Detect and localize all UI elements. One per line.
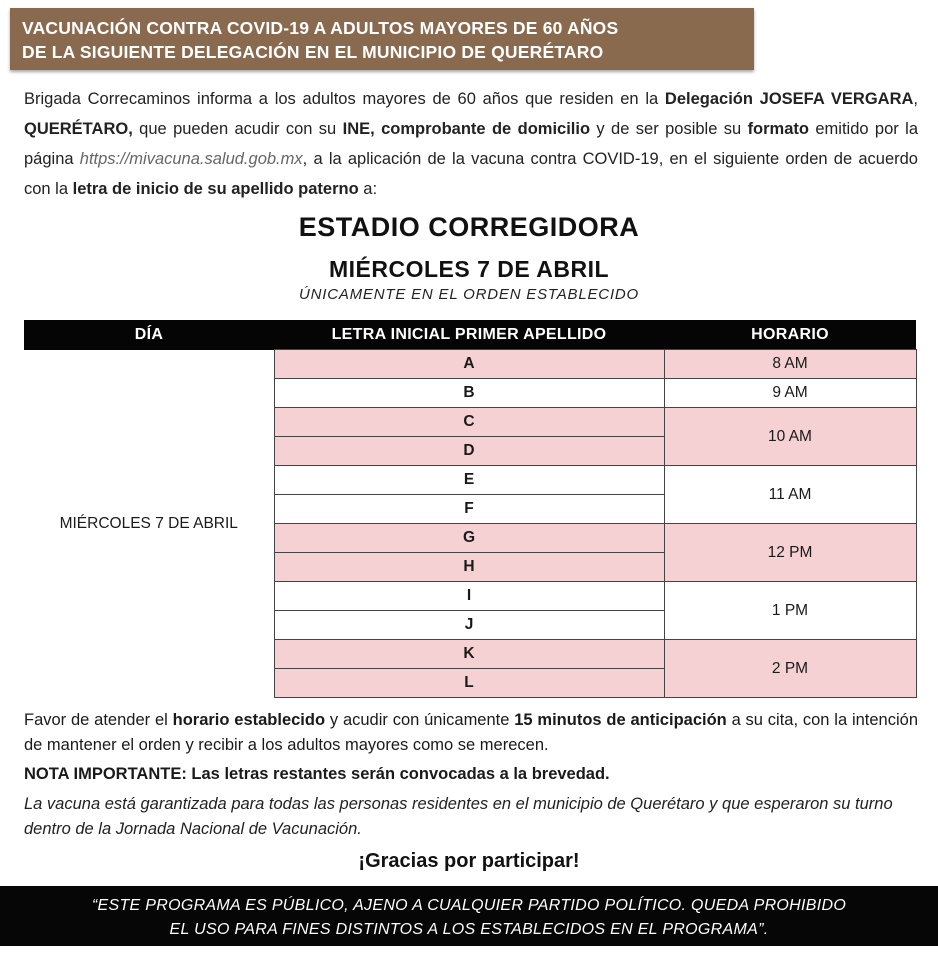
header-line-1: VACUNACIÓN CONTRA COVID-19 A ADULTOS MAYORES DE 60 AÑOS xyxy=(22,18,619,38)
intro-city: QUERÉTARO, xyxy=(24,120,133,138)
header-day: DÍA xyxy=(24,320,274,350)
instr-bold: 15 minutos de anticipación xyxy=(514,711,727,729)
letter-cell: I xyxy=(274,582,664,611)
letter-cell: C xyxy=(274,408,664,437)
date-title: MIÉRCOLES 7 DE ABRIL xyxy=(328,256,610,282)
letter-cell: A xyxy=(274,350,664,379)
footer-line-1: “ESTE PROGRAMA ES PÚBLICO, AJENO A CUALQUIER PARTIDO POLÍTICO. QUEDA PROHIBIDO xyxy=(91,897,847,914)
intro-text: y de ser posible su xyxy=(590,120,748,138)
letter-cell: L xyxy=(274,669,664,698)
letter-cell: H xyxy=(274,553,664,582)
intro-format: formato xyxy=(747,120,809,138)
intro-text: a: xyxy=(358,180,378,198)
intro-documents: INE, comprobante de domicilio xyxy=(342,120,591,138)
letter-cell: J xyxy=(274,611,664,640)
schedule-table xyxy=(24,320,917,698)
header-letter: LETRA INICIAL PRIMER APELLIDO xyxy=(274,320,664,350)
time-cell: 1 PM xyxy=(664,582,916,640)
intro-text: , a la aplicación de la vacuna contra COVID-19, en el siguiente orden de acuerdo con la xyxy=(24,150,918,198)
time-cell: 12 PM xyxy=(664,524,916,582)
intro-paragraph xyxy=(24,84,918,204)
letter-cell: F xyxy=(274,495,664,524)
instr-text: a su cita, con la intención de mantener el orden y recibir a los adultos mayores como se merecen. xyxy=(24,711,919,754)
intro-text: Brigada Correcaminos informa a los adultos mayores de 60 años que residen en la xyxy=(24,90,665,108)
letter-cell: B xyxy=(274,379,664,408)
schedule-instructions xyxy=(24,708,918,758)
time-cell: 10 AM xyxy=(664,408,916,466)
time-cell: 8 AM xyxy=(664,350,916,379)
time-cell: 9 AM xyxy=(664,379,916,408)
intro-text: que pueden acudir con su xyxy=(132,120,343,138)
instr-text: Favor de atender el xyxy=(24,711,173,729)
instr-text: y acudir con únicamente xyxy=(325,711,515,729)
guarantee-note: La vacuna está garantizada para todas las personas residentes en el municipio de Querétaro y que esperaron su turno dentro de la Jornada Nacional de Vacunación. xyxy=(24,795,893,838)
header-banner xyxy=(10,8,754,70)
header-line-2: DE LA SIGUIENTE DELEGACIÓN EN EL MUNICIPIO DE QUERÉTARO xyxy=(22,42,604,62)
letter-cell: G xyxy=(274,524,664,553)
time-cell: 2 PM xyxy=(664,640,916,698)
thanks-message: ¡Gracias por participar! xyxy=(358,850,580,872)
mivacuna-link[interactable]: https://mivacuna.salud.gob.mx xyxy=(79,150,303,168)
intro-text: , xyxy=(913,90,918,108)
order-note: ÚNICAMENTE EN EL ORDEN ESTABLECIDO xyxy=(298,286,640,303)
letter-cell: E xyxy=(274,466,664,495)
footer-line-2: EL USO PARA FINES DISTINTOS A LOS ESTABLECIDOS EN EL PROGRAMA”. xyxy=(169,921,769,938)
intro-delegation: Delegación JOSEFA VERGARA xyxy=(664,90,914,108)
letter-cell: D xyxy=(274,437,664,466)
table-row xyxy=(24,350,916,379)
important-note: NOTA IMPORTANTE: Las letras restantes serán convocadas a la brevedad. xyxy=(24,765,610,783)
intro-letter-rule: letra de inicio de su apellido paterno xyxy=(72,180,359,198)
instr-bold: horario establecido xyxy=(172,711,326,729)
venue-title: ESTADIO CORREGIDORA xyxy=(298,212,640,242)
letter-cell: K xyxy=(274,640,664,669)
day-cell: MIÉRCOLES 7 DE ABRIL xyxy=(24,350,274,698)
header-time: HORARIO xyxy=(664,320,916,350)
time-cell: 11 AM xyxy=(664,466,916,524)
intro-text: emitido por la página xyxy=(24,120,918,168)
table-header-row xyxy=(24,320,916,350)
footer-disclaimer xyxy=(0,886,938,946)
